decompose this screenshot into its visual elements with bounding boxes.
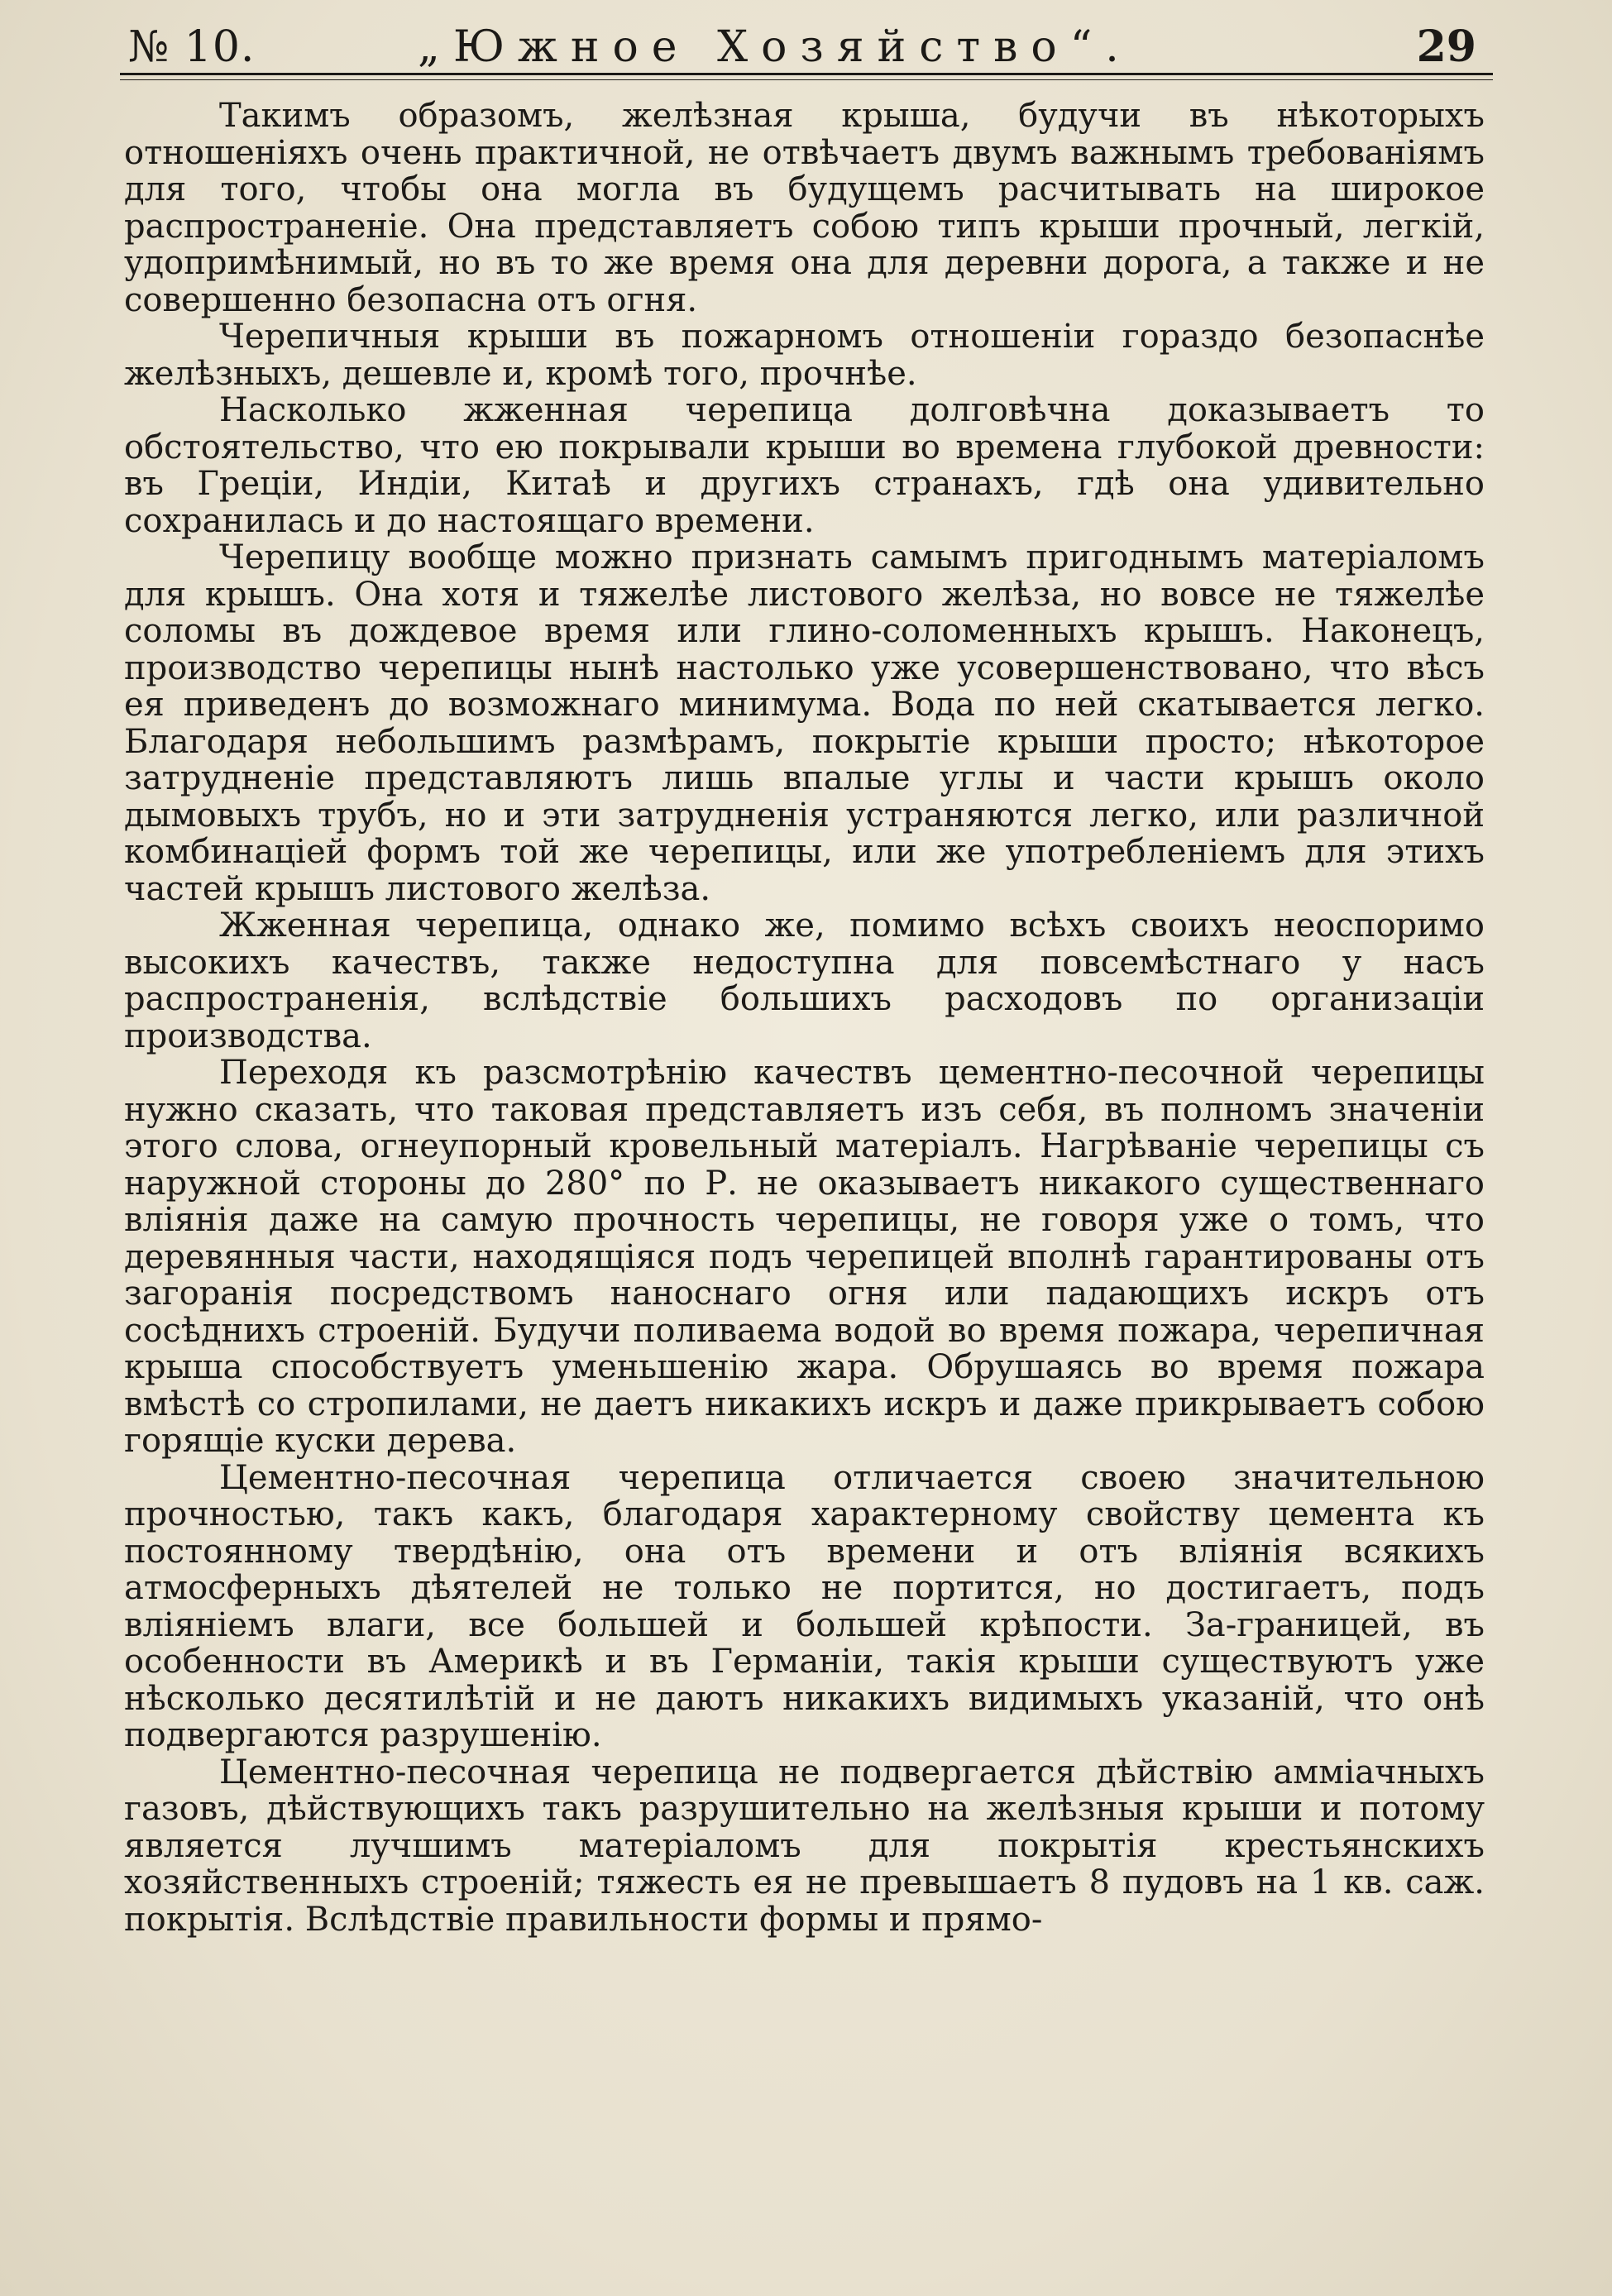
page-header [120, 18, 1493, 76]
page-number: 29 [1416, 22, 1476, 72]
paragraph: Цементно-песочная черепица не подвергается дѣйствію аммiачныхъ газовъ, дѣйствующихъ такъ разрушительно на желѣзныя крыши и потому является лучшимъ матеріаломъ для покрытія крестьянскихъ хозяйственныхъ строеній; тяжесть ея не превышаетъ 8 пудовъ на 1 кв. саж. покрытія. Вслѣдствіе правильности формы и прямо- [124, 1753, 1485, 1939]
paragraph: Такимъ образомъ, желѣзная крыша, будучи въ нѣкоторыхъ отношеніяхъ очень практичной, не отвѣчаетъ двумъ важнымъ требованіямъ для того, чтобы она могла въ будущемъ расчитывать на широкое распространеніе. Она представляетъ собою типъ крыши прочный, легкій, удопримѣнимый, но въ то же время она для деревни дорога, а также и не совершенно безопасна отъ огня. [124, 97, 1485, 319]
article-body [124, 98, 1485, 1938]
paragraph: Цементно-песочная черепица отличается своею значительною прочностью, такъ какъ, благодаря характерному свойству цемента къ постоянному твердѣнію, она отъ времени и отъ вліянія всякихъ атмосферныхъ дѣятелей не только не портится, но достигаетъ, подъ вліяніемъ влаги, все большей и большей крѣпости. За-границей, въ особенности въ Америкѣ и въ Германіи, такія крыши существуютъ уже нѣсколько десятилѣтій и не даютъ никакихъ видимыхъ указаній, что онѣ подвергаются разрушенію. [124, 1458, 1485, 1754]
paragraph: Насколько жженная черепица долговѣчна доказываетъ то обстоятельство, что ею покрывали крыши во времена глубокой древности: въ Греціи, Индіи, Китаѣ и другихъ странахъ, гдѣ она удивительно сохранилась и до настоящаго времени. [124, 391, 1485, 540]
issue-number: № 10. [128, 22, 256, 72]
paragraph: Жженная черепица, однако же, помимо всѣхъ своихъ неоспоримо высокихъ качествъ, также недоступна для повсемѣстнаго у насъ распространенія, вслѣдствіе большихъ расходовъ по организаціи производства. [124, 906, 1485, 1055]
paragraph: Черепицу вообще можно признать самымъ пригоднымъ матеріаломъ для крышъ. Она хотя и тяжелѣе листового желѣза, но вовсе не тяжелѣе соломы въ дождевое время или глино-соломенныхъ крышъ. Наконецъ, производство черепицы нынѣ настолько уже усовершенствовано, что вѣсъ ея приведенъ до возможнаго минимума. Вода по ней скатывается легко. Благодаря небольшимъ размѣрамъ, покрытіе крыши просто; нѣкоторое затрудненіе представляютъ лишь впалые углы и части крышъ около дымовыхъ трубъ, но и эти затрудненія устраняются легко, или различной комбинаціей формъ той же черепицы, или же употребленіемъ для этихъ частей крышъ листового желѣза. [124, 538, 1485, 908]
header-rule-thick [120, 73, 1493, 75]
paragraph: Переходя къ разсмотрѣнію качествъ цементно-песочной черепицы нужно сказать, что таковая представляетъ изъ себя, въ полномъ значеніи этого слова, огнеупорный кровельный матеріалъ. Нагрѣваніе черепицы съ наружной стороны до 280° по Р. не оказываетъ никакого существеннаго вліянія даже на самую прочность черепицы, не говоря уже о томъ, что деревянныя части, находящіяся подъ черепицей вполнѣ гарантированы отъ загоранія посредствомъ наноснаго огня или падающихъ искръ отъ сосѣднихъ строеній. Будучи поливаема водой во время пожара, черепичная крыша способствуетъ уменьшенію жара. Обрушаясь во время пожара вмѣстѣ со стропилами, не даетъ никакихъ искръ и даже прикрываетъ собою горящіе куски дерева. [124, 1054, 1485, 1460]
paragraph: Черепичныя крыши въ пожарномъ отношеніи гораздо безопаснѣе желѣзныхъ, дешевле и, кромѣ того, прочнѣе. [124, 318, 1485, 393]
header-rule-thin [120, 79, 1493, 80]
journal-title: „Южное Хозяйство“. [418, 22, 1132, 72]
